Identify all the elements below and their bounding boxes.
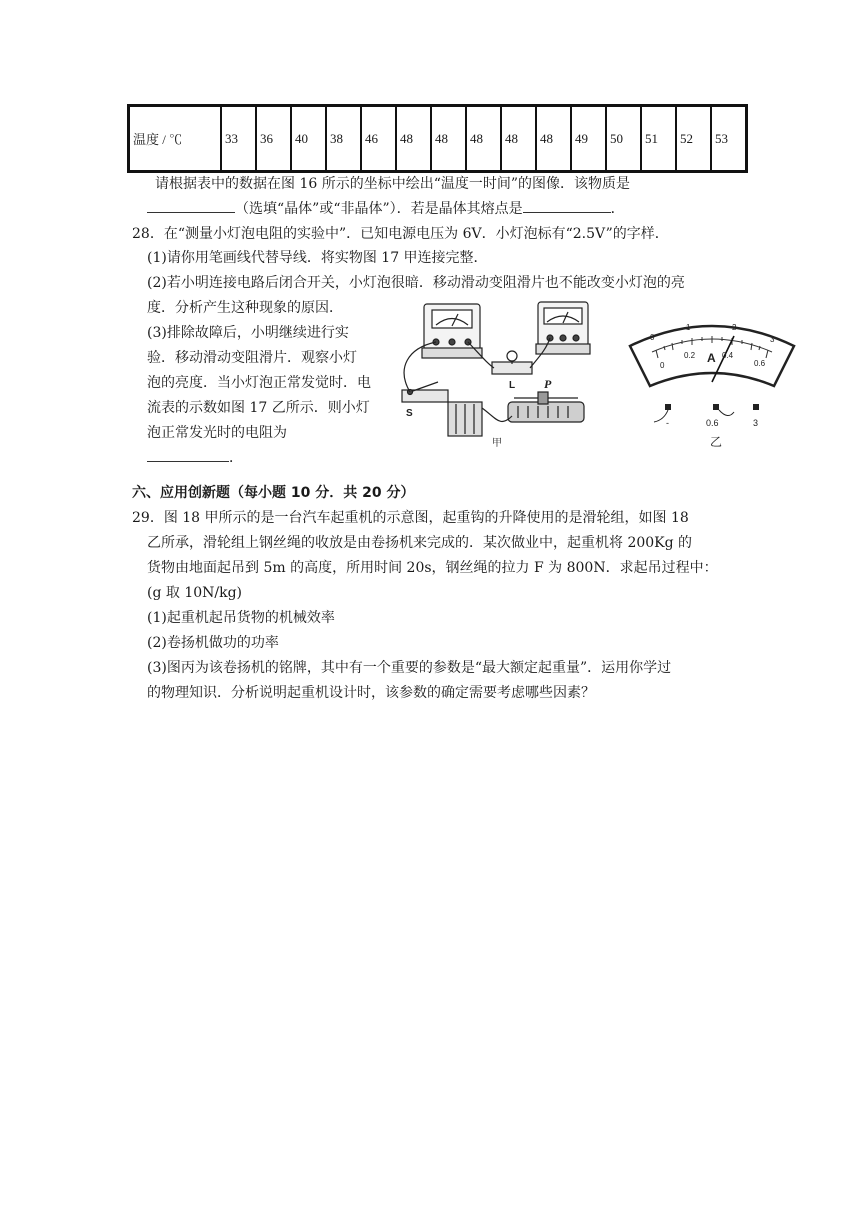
answer-blank[interactable] (523, 198, 611, 213)
table-cell: 48 (536, 106, 571, 172)
q27-line-2-end: ． (610, 201, 625, 217)
battery-icon (448, 402, 482, 436)
q29-line-2: 乙所承，滑轮组上钢丝绳的收放是由卷扬机来完成的．某次做业中，起重机将 200Kg 的 (147, 535, 693, 551)
q28-part-3-line-5: 泡正常发光时的电阻为 (147, 425, 287, 441)
table-cell: 40 (291, 106, 326, 172)
table-cell: 48 (501, 106, 536, 172)
answer-blank[interactable] (147, 447, 229, 462)
table-cell: 38 (326, 106, 361, 172)
q27-line-2-text: （选填“晶体”或“非晶体”）．若是晶体其熔点是 (235, 201, 523, 217)
table-cell: 52 (676, 106, 711, 172)
answer-blank[interactable] (147, 198, 235, 213)
table-cell: 48 (466, 106, 501, 172)
table-cell: 48 (431, 106, 466, 172)
q28-part-3-line-2: 验．移动滑动变阻滑片．观察小灯 (147, 350, 357, 366)
dial-scale-bottom: 0.6 (754, 359, 766, 368)
q28-title: 28．在“测量小灯泡电阻的实验中”．已知电源电压为 6V．小灯泡标有“2.5V”的字样． (132, 226, 669, 242)
bulb-icon (492, 351, 532, 374)
ammeter-dial-figure-yi (624, 312, 800, 454)
q27-line-2 (147, 198, 625, 220)
q29-part-2: (2)卷扬机做功的功率 (147, 635, 279, 651)
terminal-label: 3 (753, 418, 759, 428)
dial-scale-bottom: 0 (660, 361, 665, 370)
q29-line-1: 29．图 18 甲所示的是一台汽车起重机的示意图，起重钩的升降使用的是滑轮组，如图 18 (132, 510, 689, 526)
figure-caption-yi: 乙 (710, 435, 723, 449)
q28-part-3-line-6 (147, 447, 243, 469)
q28-part-3-line-3: 泡的亮度．当小灯泡正常发觉时．电 (147, 375, 371, 391)
switch-icon (402, 382, 448, 402)
table-row (129, 106, 747, 172)
bulb-label: L (509, 380, 516, 391)
q28-part-1: (1)请你用笔画线代替导线．将实物图 17 甲连接完整． (147, 250, 488, 266)
table-cell: 46 (361, 106, 396, 172)
table-cell: 48 (396, 106, 431, 172)
q28-part-3-line-1: (3)排除故障后，小明继续进行实 (147, 325, 349, 341)
dial-scale-bottom: 0.2 (684, 351, 696, 360)
temperature-table (127, 104, 748, 173)
terminal-label: 0.6 (706, 418, 719, 428)
table-cell: 50 (606, 106, 641, 172)
dial-scale-top: 1 (686, 323, 691, 332)
dial-unit: A (707, 351, 716, 365)
ammeter-icon (536, 302, 590, 354)
q27-line-1: 请根据表中的数据在图 16 所示的坐标中绘出“温度一时间”的图像．该物质是 (155, 176, 631, 192)
dial-scale-top: 0 (650, 333, 655, 342)
figure-caption-jia: 甲 (492, 438, 502, 449)
table-cell: 53 (711, 106, 747, 172)
table-cell: 36 (256, 106, 291, 172)
q28-part-2-line-1: (2)若小明连接电路后闭合开关，小灯泡很暗．移动滑动变阻滑片也不能改变小灯泡的亮 (147, 275, 685, 291)
q28-part-3-end: ． (229, 450, 243, 466)
dial-scale-top: 2 (732, 323, 737, 332)
dial-scale-bottom: 0.4 (722, 351, 734, 360)
q29-line-3: 货物由地面起吊到 5m 的高度，所用时间 20s，钢丝绳的拉力 F 为 800N．求起吊过程中： (147, 560, 718, 576)
dial-scale-top: 3 (770, 335, 775, 344)
circuit-figure-jia (388, 298, 598, 450)
q28-part-2-line-2: 度．分析产生这种现象的原因． (147, 300, 343, 316)
voltmeter-icon (422, 304, 482, 358)
q28-part-3-line-4: 流表的示数如图 17 乙所示．则小灯 (147, 400, 370, 416)
q29-part-1: (1)起重机起吊货物的机械效率 (147, 610, 335, 626)
q29-part-3-line-2: 的物理知识．分析说明起重机设计时，该参数的确定需要考虑哪些因素？ (147, 685, 595, 701)
rheostat-icon (508, 392, 584, 422)
table-row-label: 温度 / ℃ (129, 106, 222, 172)
section-heading: 六、应用创新题（每小题 10 分．共 20 分） (132, 485, 415, 501)
terminal-label: - (666, 418, 669, 428)
slider-label: P (544, 377, 552, 391)
table-cell: 51 (641, 106, 676, 172)
q29-line-4: (g 取 10N/kg) (147, 585, 243, 601)
q29-part-3-line-1: (3)图丙为该卷扬机的铭牌，其中有一个重要的参数是“最大额定起重量”．运用你学过 (147, 660, 672, 676)
table-cell: 33 (221, 106, 256, 172)
table-cell: 49 (571, 106, 606, 172)
switch-label: S (406, 408, 413, 419)
